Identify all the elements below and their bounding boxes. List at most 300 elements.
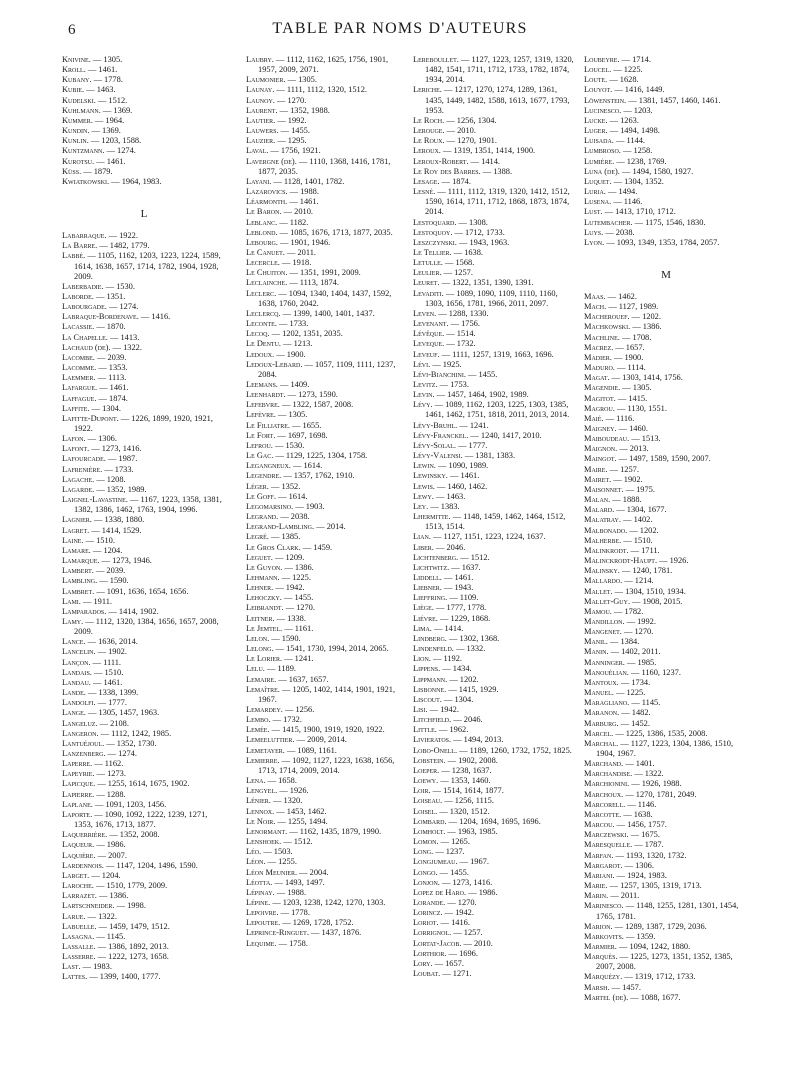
author-name: Marmier [584,941,615,951]
page-references: 1675. [641,830,660,840]
page-references: 1901, 1946. [290,237,331,247]
page-references: 1305. [288,410,308,420]
page-references: 1209. [285,552,305,562]
author-name: Macrez [584,342,612,352]
index-entry [413,85,575,115]
page-references: 1413, 1710, 1712. [615,207,676,217]
separator: . — [93,850,109,860]
separator: . — [438,969,453,979]
index-entry [246,55,402,75]
index-entry [584,526,748,536]
separator: . — [94,891,110,901]
separator: . — [443,897,458,907]
author-name: Lamparados [62,606,105,616]
author-name: Langeron [62,728,97,738]
index-entry [413,431,575,441]
index-entry [246,928,402,938]
separator: . — [78,962,94,972]
index-entry [413,157,575,167]
separator: . — [454,217,469,227]
page-references: 1359. [636,931,656,941]
separator: . — [292,735,308,745]
index-entry [62,942,226,952]
index-entry [246,238,402,248]
index-entry [413,725,575,735]
index-entry [413,817,575,827]
separator: . — [88,545,104,555]
separator: . — [259,847,274,857]
page-references: 1089, 1090, 1109, 1110, 1160, 1303, 1656, 1781, 1966, 2011, 2097. [425,288,558,308]
index-entry [246,461,402,471]
page-references: 1414, 1529. [101,525,142,535]
page-references: 1160, 1237. [641,667,681,677]
page-references: 1459, 1479, 1512. [109,921,170,931]
page-references: 1416, 1449. [624,85,665,95]
author-name: Levaditi [413,288,442,298]
author-name: Lévi-Bianchini [413,369,464,379]
separator: . — [92,322,107,332]
author-name: Legré [246,532,267,542]
index-entry [584,454,748,464]
page-references: 1257. [620,464,639,474]
author-name: Laporte [62,809,91,819]
index-entry [62,526,226,536]
author-name: Landolfi [62,698,94,708]
separator: . — [94,393,109,403]
author-name: Magat [584,373,608,383]
separator: . — [285,278,300,288]
page-references: 1332. [466,644,486,654]
page-references: 1295. [287,136,307,146]
page-references: 1258. [633,146,653,156]
author-name: Le Fort [246,430,274,440]
index-entry [413,543,575,553]
separator: . — [271,451,286,461]
index-entry [246,278,402,288]
author-name: Lépine [246,897,269,907]
separator: . — [630,769,645,779]
separator: . — [277,572,293,582]
separator: . — [440,908,456,918]
separator: . — [87,444,102,454]
separator: . — [105,332,121,342]
index-entry [413,634,575,644]
index-entry [413,553,575,563]
author-name: Malinckrodt-Haupt [584,556,655,566]
index-entry [413,695,575,705]
page-references: 1127, 1223, 1257, 1319, 1320, 1482, 1541, 1711, 1712, 1733, 1782, 1874, 1934, 2014. [425,55,574,85]
page-references: 1414. [481,156,500,166]
author-name: Leguet [246,552,271,562]
page-references: 1986. [106,840,126,850]
author-name: Kudelski [62,95,94,105]
author-name: Liddell [413,572,440,582]
separator: . — [93,952,109,962]
index-entry [584,65,748,75]
index-entry [246,309,402,319]
separator: . — [298,542,314,552]
index-entry [413,136,575,146]
author-name: Lisbonne [413,684,445,694]
page-references: 1461. [454,572,474,582]
index-entry [584,414,748,424]
separator: . — [125,495,141,505]
author-name: Maignon [584,444,616,454]
index-entry [246,553,402,563]
author-name: Lichtwitz [413,562,448,572]
author-name: Lacassie [62,322,93,332]
separator: . — [435,806,450,816]
index-entry [584,167,748,177]
separator: . — [89,667,105,677]
author-name: Léarmonth [246,197,286,207]
page-references: 1352, 1730. [116,738,157,748]
page-references: 1273. [107,769,126,779]
index-entry [584,373,748,383]
page-references: 2010. [457,126,476,136]
index-entry [62,932,226,942]
index-entry [584,505,748,515]
author-name: Laplane [62,799,91,809]
author-name: Leibrandt [246,603,282,613]
index-entry [413,735,575,745]
author-name: Lafourcade [62,454,104,464]
separator: . — [478,166,494,176]
page-references: 1352, 1988. [290,105,330,115]
separator: . — [102,738,117,748]
index-entry [584,126,748,136]
page-references: 1304. [102,403,121,413]
separator: . — [437,765,452,775]
author-name: Legrand-Lambling [246,522,313,532]
index-entry [584,739,748,759]
author-name: Laroche [62,881,92,891]
page-references: 1130, 1551. [627,403,667,413]
page-references: 1319, 1351, 1414, 1900. [453,146,536,156]
separator: . — [626,830,642,840]
index-entry [62,719,226,729]
index-entry [584,85,748,95]
index-entry [62,96,226,106]
page-references: 1226, 1899, 1920, 1921, 1922. [74,413,213,433]
author-name: Lancelin [62,647,94,657]
separator: . — [619,535,634,545]
separator: . — [431,542,447,552]
page-references: 1109. [459,593,479,603]
index-entry [584,75,748,85]
page-references: 1512. [108,95,128,105]
index-entry [584,383,748,393]
author-name: Malard [584,505,613,515]
page-references: 1926, 1988. [641,779,682,789]
separator: . — [81,535,97,545]
separator: . — [81,616,96,626]
separator: . — [92,931,107,941]
page-references: 1514, 1614, 1877. [443,786,504,796]
separator: . — [271,644,287,654]
author-name: Marchionini [584,779,628,789]
author-name: Lobo-Onell [413,745,455,755]
separator: . — [605,637,621,647]
separator: . — [83,688,99,698]
index-entry [62,881,226,891]
author-name: Laignel-Lavastine [62,495,126,505]
separator: . — [93,941,109,951]
separator: . — [466,430,481,440]
page-references: 1455. [294,593,314,603]
index-entry [413,441,575,451]
index-entry [584,343,748,353]
index-entry [584,218,748,228]
separator: . — [87,870,102,880]
index-entry [584,207,748,217]
page-references: 1303, 1414, 1756. [622,373,683,383]
separator: . — [627,434,642,444]
separator: . — [444,633,460,643]
page-references: 2011. [620,891,640,901]
page-references: 1696. [459,948,478,958]
author-name: Longjumeau [413,857,456,867]
page-references: 1225, 1386, 1535, 2008. [625,728,708,738]
index-entry [62,55,226,65]
author-name: Lemardey [246,705,281,714]
separator: . — [433,461,449,471]
index-entry [246,756,402,776]
index-entry [413,959,575,969]
separator: . — [617,708,632,718]
separator: . — [610,85,625,95]
separator: . — [442,339,457,349]
author-name: Leveuf [413,349,438,359]
separator: . — [608,495,623,505]
index-entry [584,769,748,779]
index-entry [584,587,748,597]
separator: . — [104,231,120,241]
page-references: 1963, 1985. [457,826,498,836]
author-name: Leveque [413,339,443,349]
index-entry [413,939,575,949]
author-name: Lamare [62,545,89,555]
separator: . — [275,786,290,796]
separator: . — [436,776,451,786]
index-entry [584,830,748,840]
author-name: Lévy-Solal [413,440,454,450]
separator: . — [445,593,460,603]
separator: . — [617,55,633,64]
separator: . — [88,677,104,687]
index-entry [413,268,575,278]
separator: . — [609,352,625,362]
author-name: Marquézy [584,972,621,982]
page-references: 1967. [470,857,489,867]
page-references: 1217, 1270, 1274, 1289, 1361, 1435, 1449, 1482, 1588, 1613, 1677, 1793, 1953. [425,85,570,115]
author-name: Laemmer [62,373,94,383]
page-references: 1985. [637,657,657,667]
page-references: 1090, 1989. [448,461,489,471]
separator: . — [449,715,464,725]
separator: . — [89,75,105,85]
author-name: Kurotsu [62,156,93,166]
author-name: Loiseau [413,796,441,806]
author-name: Lauzier [246,136,274,146]
author-name: Liber [413,542,432,552]
page-references: 1415, 1929. [458,684,499,694]
author-name: Lance [62,637,84,647]
author-name: Lande [62,688,84,698]
separator: . — [273,136,288,146]
separator: . — [437,877,453,887]
page-references: 1089, 1161. [297,745,337,755]
page-references: 1541, 1730, 1994, 2014, 2065. [286,644,389,654]
separator: . — [267,329,283,339]
separator: . — [280,705,296,714]
author-name: Malbonado [584,525,626,535]
separator: . — [436,837,452,847]
index-column-3 [413,55,575,979]
separator: . — [440,258,456,268]
page-references: 1655. [302,420,322,430]
page-references: 1908, 2015. [642,596,683,606]
index-entry [413,654,575,664]
index-entry [584,729,748,739]
page-references: 1255, 1494. [287,816,328,826]
author-name: Kwiatkowski [62,176,108,186]
page-references: 2046. [463,715,483,725]
index-entry [584,566,748,576]
author-name: Maisonnet [584,484,622,494]
index-entry [584,187,748,197]
page-references: 1463. [446,491,466,501]
index-entry [62,952,226,962]
separator: . — [442,126,458,136]
author-name: Last [62,962,79,972]
page-references: 1270. [296,603,315,613]
page-references: 1482, 1779. [109,241,150,251]
index-entry [413,949,575,959]
author-name: Lomholt [413,826,444,836]
author-name: Lennox [246,806,273,816]
separator: . — [429,623,445,633]
author-name: Lehoczky [246,593,280,603]
page-references: 1401. [635,759,655,769]
author-name: Lasserre [62,952,94,962]
author-name: Lestoquard [413,217,455,227]
separator: . — [285,268,301,278]
index-entry [584,922,748,932]
author-name: Maié [584,413,602,423]
page-references: 2011. [297,247,316,257]
index-entry [246,380,402,390]
author-name: Lust [584,207,601,217]
author-name: Kundin [62,126,88,136]
author-name: Malan [584,495,609,505]
author-name: Lepoutre [246,918,279,928]
index-entry [584,197,748,207]
page-references: 1732. [456,339,476,349]
page-references: 2013. [629,444,649,454]
separator: . — [431,603,447,613]
page-references: 1638. [464,247,483,257]
index-entry [413,126,575,136]
index-entry [584,658,748,668]
author-name: Loubeyre [584,55,618,64]
author-name: Launay [246,85,273,95]
separator: . — [621,931,637,941]
page-references: 1094, 1340, 1404, 1437, 1592, 1638, 1760, 2042. [258,288,392,308]
separator: . — [278,308,294,318]
author-name: Lassalle [62,941,94,951]
author-name: Luisada [584,136,612,146]
separator: . — [94,363,109,373]
separator: . — [90,759,105,769]
author-name: Marinesco [584,901,622,911]
index-entry [246,492,402,502]
author-name: Lacomme [62,363,95,373]
index-entry [584,881,748,891]
author-name: Labarraque [62,231,105,241]
separator: . — [276,908,292,918]
page-references: 1911. [93,596,112,606]
page-references: 1189. [277,664,296,674]
index-entry [62,177,226,187]
separator: . — [614,941,630,951]
separator: . — [280,562,295,572]
author-name: Layani [246,176,270,186]
author-name: Machkowski [584,322,629,332]
index-entry [246,96,402,106]
index-entry [584,932,748,942]
page-references: 1369. [102,126,121,136]
author-name: Lena [246,776,264,786]
index-entry [246,664,402,674]
author-name: Lagarde [62,484,93,494]
index-entry [62,167,226,177]
index-entry [62,394,226,404]
author-name: Legendre [246,471,280,481]
index-entry [584,617,748,627]
author-name: Loisel [413,806,436,816]
separator: . — [277,258,293,268]
index-entry [413,756,575,766]
page-references: 1494, 1498. [620,126,660,136]
author-name: Loute [584,75,606,85]
author-name: Mandillon [584,616,623,626]
page-references: 1988. [300,187,319,197]
separator: . — [103,749,119,758]
page-references: 1352, 2008. [119,830,160,840]
page-references: 1383. [440,501,460,511]
author-name: Lorande [413,897,444,907]
author-name: Leriche [413,85,440,95]
author-name: Lestoquoy [413,227,451,237]
separator: . — [448,512,464,522]
page-references: 1353. [108,363,128,373]
separator: . — [444,684,459,694]
author-name: Kummer [62,115,91,125]
index-entry [62,698,226,708]
index-entry [246,207,402,217]
page-references: 1203. [633,105,653,115]
separator: . — [278,339,294,349]
index-entry [246,532,402,542]
index-entry [246,350,402,360]
author-name: Leven [413,308,435,318]
index-entry [246,898,402,908]
index-entry [246,725,402,735]
author-name: Lagret [62,525,88,535]
author-name: Ledoux [246,349,273,359]
separator: . — [438,146,454,156]
